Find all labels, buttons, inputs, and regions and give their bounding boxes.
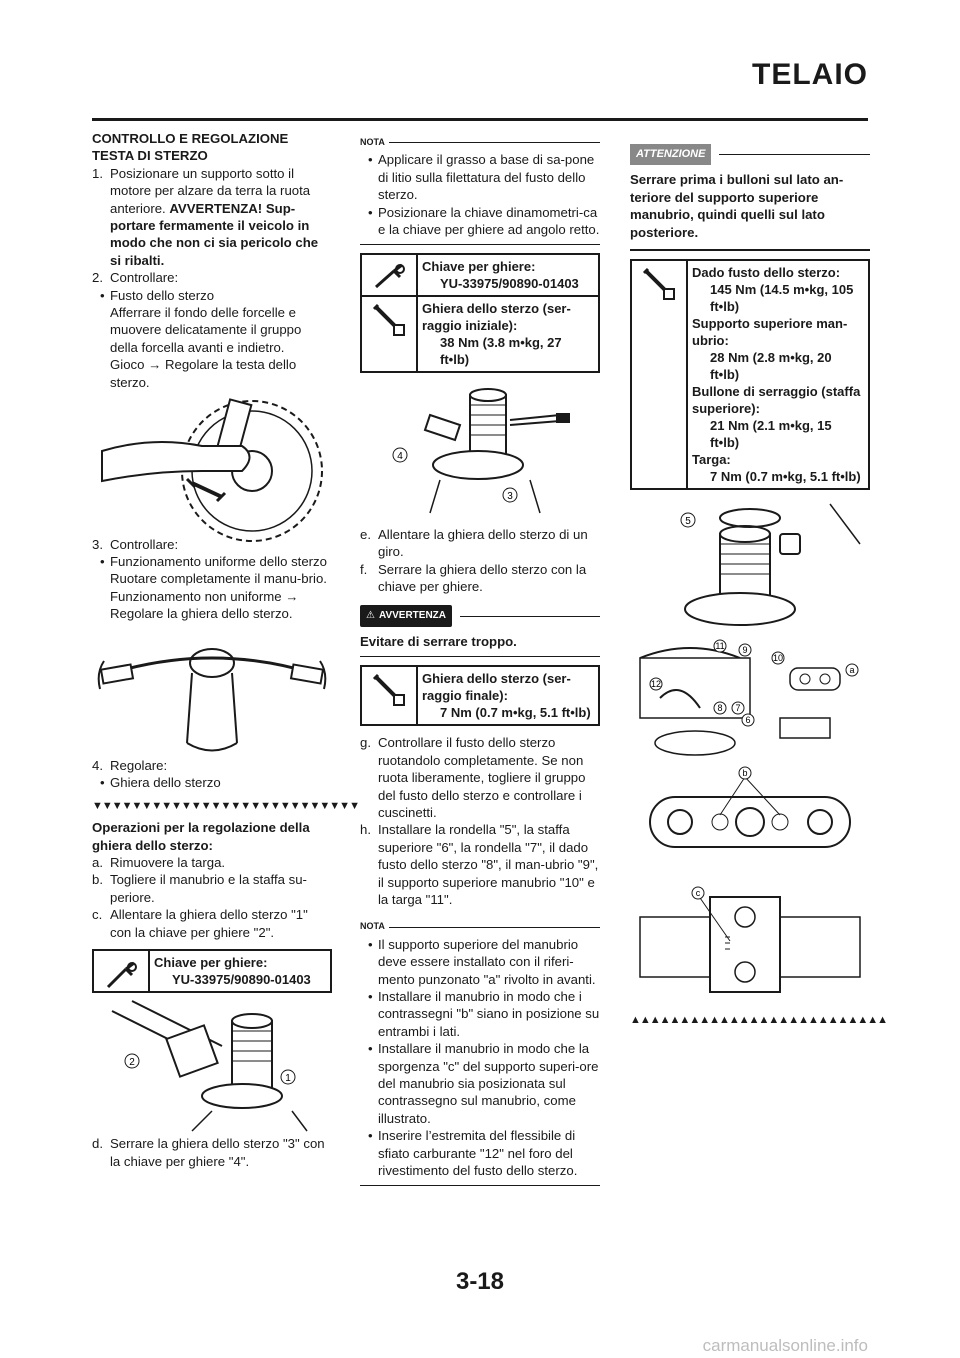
note-label: NOTA <box>360 921 385 932</box>
torque-wrench-icon <box>362 297 418 371</box>
callout-9: 9 <box>742 645 748 656</box>
wrench-icon <box>362 255 418 295</box>
callout-a: a <box>849 665 855 676</box>
caution-header <box>630 144 870 165</box>
spec-label: Chiave per ghiere: <box>154 955 268 970</box>
figure-washer-install <box>630 504 870 634</box>
spec-box-torques <box>630 259 870 490</box>
note-text: Inserire l’estremita del flessibile di sfiato carburante "12" nel foro del rivestimento del fusto dello sterzo. <box>378 1128 578 1179</box>
substep-text: Controllare il fusto dello sterzo ruotandolo completamente. Se non ruota liberamente, togliere il gruppo del fusto dello sterzo e controllare i cuscinetti. <box>378 735 586 820</box>
note-header <box>360 918 600 935</box>
substep-letter: a. <box>92 854 103 870</box>
step-number: 3. <box>92 536 103 552</box>
spec-value: YU-33975/90890-01403 <box>172 972 311 987</box>
bullet-text: Funzionamento uniforme dello sterzo <box>110 553 327 569</box>
page-title: TELAIO <box>752 58 868 91</box>
spec-box-wrench <box>92 949 332 993</box>
note-text: Installare il manubrio in modo che i contrassegni "b" siano in posizione su entrambi i lati. <box>378 988 600 1039</box>
step-number: 4. <box>92 757 103 773</box>
substep-b <box>92 871 332 906</box>
spec-value: 7 Nm (0.7 m•kg, 5.1 ft•lb) <box>710 469 861 485</box>
figure-handlebar-assembly <box>630 638 870 758</box>
watermark: carmanualsonline.info <box>702 1336 868 1355</box>
step-number: 2. <box>92 270 103 286</box>
step-text: Controllare: <box>110 270 179 286</box>
spec-value: 145 Nm (14.5 m•kg, 105 ft•lb) <box>710 282 854 315</box>
figure-clamp-alignment <box>630 887 870 997</box>
callout-5: 5 <box>685 516 691 528</box>
substep-text: Togliere il manubrio e la staffa su-periore. <box>110 872 307 905</box>
callout-6: 6 <box>745 715 751 726</box>
spec-value: 38 Nm (3.8 m•kg, 27 ft•lb) <box>440 335 562 368</box>
figure-handlebar <box>92 633 332 753</box>
substep-c <box>92 906 332 941</box>
callout-4: 4 <box>397 451 403 463</box>
substep-text: Serrare la ghiera dello sterzo "3" con la chiave per ghiere "4". <box>110 1136 325 1169</box>
note-bullet: • Inserire l’estremita del flessibile di sfiato carburante "12" nel foro del rivestimento del fusto dello sterzo. <box>360 1127 600 1179</box>
substep-g <box>360 734 600 821</box>
note-end-rule <box>360 244 600 245</box>
callout-1: 1 <box>285 1073 291 1084</box>
note-end-rule <box>360 1185 600 1186</box>
note-bullet: • Installare il manubrio in modo che i contrassegni "b" siano in posizione su entrambi i lati. <box>368 988 600 1039</box>
section-heading-2: TESTA DI STERZO <box>92 148 208 164</box>
callout-b: b <box>742 767 748 778</box>
substep-d <box>92 1135 332 1170</box>
substep-text: Serrare la ghiera dello sterzo con la chiave per ghiere. <box>378 561 587 595</box>
step-result: Gioco → Regolare la testa dello sterzo. <box>110 357 297 390</box>
callout-2: 2 <box>129 1057 135 1068</box>
step-text: Posizionare un supporto sotto il motore per alzare da terra la ruota anteriore. <box>110 165 311 216</box>
substep-letter: e. <box>360 526 371 542</box>
bullet: • Funzionamento uniforme dello sterzo <box>100 553 327 569</box>
step-1 <box>92 165 332 269</box>
callout-3: 3 <box>507 491 513 503</box>
column-2 <box>360 130 600 1192</box>
callout-12: 12 <box>650 679 662 690</box>
spec-value: 28 Nm (2.8 m•kg, 20 ft•lb) <box>710 350 832 383</box>
header-rule <box>92 118 868 121</box>
substep-letter: d. <box>92 1136 103 1152</box>
warning-label: AVVERTENZA <box>378 610 447 622</box>
spec-box-tools <box>360 253 600 373</box>
torque-wrench-icon <box>632 261 688 488</box>
step-text: Regolare: <box>110 757 168 773</box>
substep-text: Rimuovere la targa. <box>110 854 226 870</box>
substep-h <box>360 821 600 908</box>
spec-label: Targa: <box>692 452 731 468</box>
column-3 <box>630 130 888 1033</box>
step-warning: AVVERTENZA! Sup-portare fermamente il veicolo in modo che non ci sia pericolo che si ribalti. <box>110 200 319 268</box>
step-3 <box>92 536 332 553</box>
substep-letter: b. <box>92 872 103 888</box>
step-2 <box>92 269 332 286</box>
spec-label: Ghiera dello sterzo (ser-raggio iniziale): <box>422 301 571 334</box>
note-text: Installare il manubrio in modo che la sporgenza "c" del supporto superi-ore del manubrio sia posizionata sul contrassegno sul manubrio, come illustrato. <box>378 1041 599 1126</box>
substep-text: Installare la rondella "5", la staffa superiore "6", la rondella "7", il dado fusto dello sterzo "8", il man-ubrio "9", il supporto superiore manubrio "10" e la targa "11". <box>378 822 599 907</box>
substep-letter: g. <box>360 735 371 751</box>
note-label: NOTA <box>360 137 385 147</box>
substep-e <box>360 526 600 561</box>
wrench-icon <box>94 951 150 991</box>
spec-label: Bullone di serraggio (staffa superiore): <box>692 384 861 417</box>
note-bullet: • Applicare il grasso a base di sa-pone di litio sulla filettatura del fusto dello sterzo. <box>360 151 600 203</box>
note-bullet: • Il supporto superiore del manubrio deve essere installato con il riferi-mento punzonato "a" rivolto in avanti. <box>360 936 600 988</box>
callout-c: c <box>695 888 701 899</box>
bullet-text: Ghiera dello sterzo <box>110 775 221 791</box>
figure-top-bracket <box>630 767 870 877</box>
callout-7: 7 <box>735 703 741 714</box>
spec-value: YU-33975/90890-01403 <box>440 276 579 292</box>
spec-label: Supporto superiore man-ubrio: <box>692 316 848 349</box>
spec-label: Chiave per ghiere: <box>422 259 536 275</box>
bullet-text: Fusto dello sterzo <box>110 287 215 303</box>
procedure-heading: Operazioni per la regolazione della ghiera dello sterzo: <box>92 820 310 853</box>
caution-text: Serrare prima i bulloni sul lato an-teriore del supporto superiore manubrio, quindi quelli sul lato posteriore. <box>630 172 844 240</box>
figure-front-wheel <box>92 401 332 531</box>
procedure-start-marker: ▼▼▼▼▼▼▼▼▼▼▼▼▼▼▼▼▼▼▼▼▼▼▼▼▼▼▼ <box>92 799 359 812</box>
note-bullet: • Installare il manubrio in modo che la sporgenza "c" del supporto superi-ore del manubrio sia posizionata sul contrassegno sul manubrio, come illustrato. <box>368 1041 599 1126</box>
warning-header <box>360 605 600 626</box>
step-4 <box>92 757 332 774</box>
note-text: Posizionare la chiave dinamometri-ca e la chiave per ghiere ad angolo retto. <box>378 204 600 238</box>
section-heading-1: CONTROLLO E REGOLAZIONE <box>92 131 289 146</box>
step-body: Afferrare il fondo delle forcelle e muovere delicatamente il gruppo della forcella avanti e indietro. <box>110 305 302 355</box>
substep-text: Allentare la ghiera dello sterzo di un giro. <box>378 526 588 560</box>
warning-triangle-icon: ⚠ <box>366 610 375 622</box>
note-text: Applicare il grasso a base di sa-pone di litio sulla filettatura del fusto dello sterzo. <box>378 152 595 203</box>
step-result: Funzionamento non uniforme → Regolare la ghiera dello sterzo. <box>110 588 299 622</box>
spec-label: Dado fusto dello sterzo: <box>692 265 841 281</box>
substep-letter: f. <box>360 561 368 577</box>
step-text: Controllare: <box>110 536 179 552</box>
note-text: Il supporto superiore del manubrio deve essere installato con il riferi-mento punzonato "a" rivolto in avanti. <box>378 936 596 987</box>
figure-ring-nut-loosen <box>92 1001 332 1131</box>
step-number: 1. <box>92 165 103 181</box>
substep-text: Allentare la ghiera dello sterzo "1" con la chiave per ghiere "2". <box>110 907 308 940</box>
spec-label: Ghiera dello sterzo (ser-raggio finale): <box>422 671 571 704</box>
torque-wrench-icon <box>362 667 418 724</box>
figure-ring-nut-tighten <box>360 385 600 515</box>
warning-text: Evitare di serrare troppo. <box>360 633 517 649</box>
substep-letter: c. <box>92 907 103 923</box>
column-1 <box>92 130 359 1170</box>
substep-f <box>360 561 600 596</box>
spec-box-final-torque <box>360 665 600 726</box>
note-header <box>360 134 600 151</box>
spec-value: 21 Nm (2.1 m•kg, 15 ft•lb) <box>710 418 832 451</box>
step-body: Ruotare completamente il manu-brio. <box>110 571 327 587</box>
spec-value: 7 Nm (0.7 m•kg, 5.1 ft•lb) <box>440 705 591 721</box>
caution-end-rule <box>630 249 870 251</box>
callout-11: 11 <box>715 641 725 652</box>
bullet: • Fusto dello sterzo <box>100 287 215 303</box>
page-number: 3-18 <box>455 1268 505 1295</box>
callout-10: 10 <box>772 653 784 664</box>
note-bullet: • Posizionare la chiave dinamometri-ca e la chiave per ghiere ad angolo retto. <box>368 204 600 238</box>
warning-end-rule <box>360 656 600 657</box>
substep-a <box>92 854 332 871</box>
warning-badge <box>360 605 452 626</box>
procedure-end-marker: ▲▲▲▲▲▲▲▲▲▲▲▲▲▲▲▲▲▲▲▲▲▲▲▲▲▲ <box>630 1013 888 1026</box>
substep-letter: h. <box>360 822 371 838</box>
caution-badge: ATTENZIONE <box>630 144 711 165</box>
bullet: • Ghiera dello sterzo <box>100 775 221 791</box>
callout-8: 8 <box>717 703 723 714</box>
